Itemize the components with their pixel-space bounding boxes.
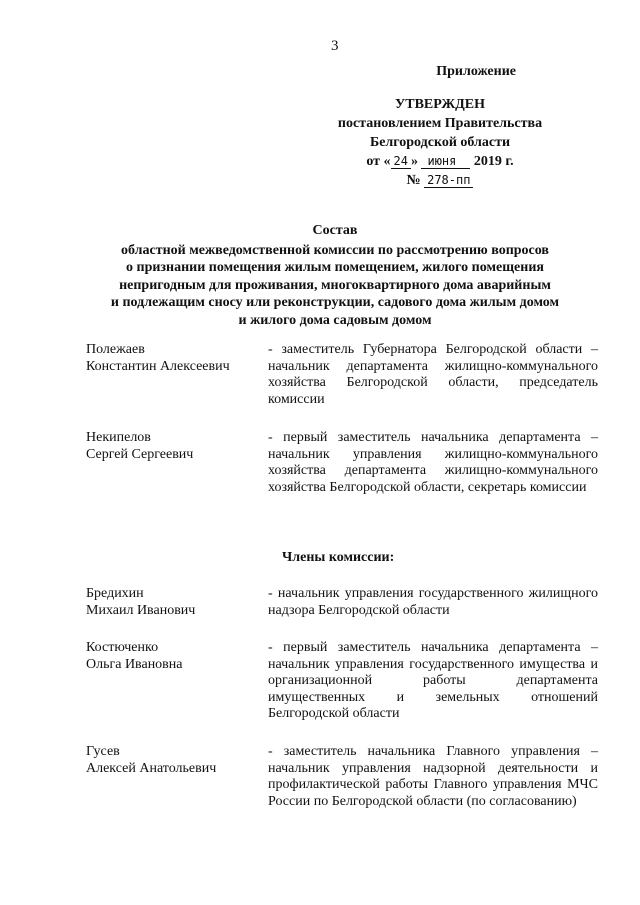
approval-number xyxy=(330,171,550,190)
date-mid: » xyxy=(410,154,418,169)
person-role: - первый заместитель начальника департамента – начальник управления жилищно-коммунального хозяйства департамента жилищно-коммунального хозяйства Белгородской области, секретарь комиссии xyxy=(268,430,598,495)
date-year: 2019 г. xyxy=(473,154,514,169)
person-surname: Костюченко xyxy=(86,640,159,655)
approved-label: УТВЕРЖДЕН xyxy=(394,97,486,112)
date-month: июня xyxy=(421,154,470,169)
person-given-name: Михаил Иванович xyxy=(86,602,196,618)
approval-date xyxy=(330,152,550,171)
number-prefix: № xyxy=(406,173,421,188)
resolution-number: 278-пп xyxy=(424,173,473,188)
person-role: - заместитель начальника Главного управления – начальник управления надзорной деятельности и профилактической работы Главного управления МЧС России по Белгородской области (по согласованию) xyxy=(268,744,598,809)
person-name xyxy=(86,430,256,463)
document-title xyxy=(80,222,590,329)
appendix-label: Приложение xyxy=(436,64,516,79)
approval-line-2: Белгородской области xyxy=(369,135,511,150)
page-number: 3 xyxy=(331,38,339,54)
date-prefix: от « xyxy=(366,154,391,169)
person-given-name: Константин Алексеевич xyxy=(86,358,230,374)
person-given-name: Ольга Ивановна xyxy=(86,656,183,672)
person-name xyxy=(86,640,256,673)
title-line: о признании помещения жилым помещением, жилого помещения xyxy=(126,260,544,275)
date-day: 24 xyxy=(391,154,411,169)
approval-block xyxy=(330,62,550,190)
person-name xyxy=(86,342,256,375)
person-role: - первый заместитель начальника департамента – начальник управления государственного имущества и организационной работы департамента имущественных и земельных отношений Белгородской области xyxy=(268,640,598,721)
title-line: и жилого дома садовым домом xyxy=(238,312,432,328)
title-line: и подлежащим сносу или реконструкции, садового дома жилым домом xyxy=(110,295,560,310)
person-role: - начальник управления государственного жилищного надзора Белгородской области xyxy=(268,586,598,618)
person-name xyxy=(86,744,256,777)
person-surname: Гусев xyxy=(86,744,120,759)
person-given-name: Алексей Анатольевич xyxy=(86,760,217,776)
person-name xyxy=(86,586,256,619)
person-surname: Полежаев xyxy=(86,342,145,357)
approval-line-1: постановлением Правительства xyxy=(337,116,543,131)
title-line: непригодным для проживания, многоквартирного дома аварийным xyxy=(119,277,551,293)
person-surname: Некипелов xyxy=(86,430,151,445)
title-heading: Состав xyxy=(312,223,358,238)
title-line: областной межведомственной комиссии по рассмотрению вопросов xyxy=(121,242,549,258)
person-surname: Бредихин xyxy=(86,586,144,601)
person-given-name: Сергей Сергеевич xyxy=(86,446,194,462)
members-heading: Члены комиссии: xyxy=(282,550,395,565)
person-role: - заместитель Губернатора Белгородской области – начальник департамента жилищно-коммунального хозяйства Белгородской области, председатель комиссии xyxy=(268,342,598,407)
